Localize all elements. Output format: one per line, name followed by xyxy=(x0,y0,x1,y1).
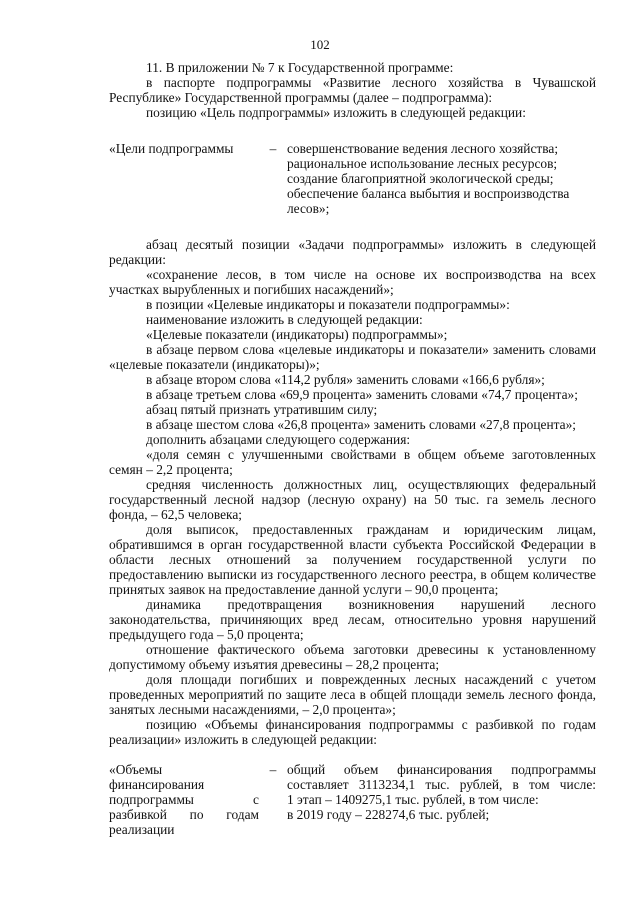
goals-list xyxy=(287,141,596,216)
paragraph: в абзаце втором слова «114,2 рубля» заменить словами «166,6 рубля»; xyxy=(146,372,545,387)
goal-item: рациональное использование лесных ресурсов; xyxy=(287,156,558,171)
funding-table xyxy=(109,762,596,837)
paragraph: абзац пятый признать утратившим силу; xyxy=(146,402,378,417)
paragraph: доля площади погибших и поврежденных лесных насаждений с учетом проведенных мероприятий по защите леса в общей площади земель лесного фонда, занятых лесными насаждениями, – 2,0 процента»; xyxy=(109,672,596,717)
paragraph: «сохранение лесов, в том числе на основе их воспроизводства на всех участках вырубленных и погибших насаждений»; xyxy=(109,267,596,297)
funding-label: «Объемы финансирования подпрограммы с разбивкой по годам реализации xyxy=(109,762,259,837)
funding-item: в 2019 году – 228274,6 тыс. рублей; xyxy=(287,807,490,822)
paragraph: в абзаце шестом слова «26,8 процента» заменить словами «27,8 процента»; xyxy=(146,417,577,432)
paragraph: отношение фактического объема заготовки древесины к установленному допустимому объему изъятия древесины – 28,2 процента; xyxy=(109,642,596,672)
goals-table xyxy=(109,141,596,216)
paragraph: средняя численность должностных лиц, осуществляющих федеральный государственный лесной надзор (лесную охрану) на 50 тыс. га земель лесного фонда, – 62,5 человека; xyxy=(109,477,596,522)
paragraph: динамика предотвращения возникновения нарушений лесного законодательства, причиняющих вред лесам, относительно уровня нарушений предыдущего года – 5,0 процента; xyxy=(109,597,596,642)
document-body xyxy=(109,60,596,837)
funding-dash: – xyxy=(269,762,277,777)
paragraph: позицию «Объемы финансирования подпрограммы с разбивкой по годам реализации» изложить в следующей редакции: xyxy=(109,717,596,747)
paragraph: «доля семян с улучшенными свойствами в общем объеме заготовленных семян – 2,2 процента; xyxy=(109,447,596,477)
funding-item: 1 этап – 1409275,1 тыс. рублей, в том числе: xyxy=(287,792,539,807)
paragraph: «Целевые показатели (индикаторы) подпрограммы»; xyxy=(146,327,448,342)
funding-list xyxy=(287,762,596,837)
paragraph: в позиции «Целевые индикаторы и показатели подпрограммы»: xyxy=(146,297,510,312)
paragraph-goal-position: позицию «Цель подпрограммы» изложить в следующей редакции: xyxy=(146,105,526,120)
paragraph: дополнить абзацами следующего содержания: xyxy=(146,432,411,447)
paragraph-item-11: 11. В приложении № 7 к Государственной программе: xyxy=(146,60,454,75)
paragraph-passport: в паспорте подпрограммы «Развитие лесного хозяйства в Чувашской Республике» Государственной программы (далее – подпрограмма): xyxy=(109,75,596,105)
paragraph: абзац десятый позиции «Задачи подпрограммы» изложить в следующей редакции: xyxy=(109,237,596,267)
paragraph: доля выписок, предоставленных гражданам и юридическим лицам, обратившимся в орган государственной власти субъекта Российской Федерации в области лесных отношений за получением государственной услуги по предоставлению выписки из государственного лесного реестра, в общем количестве принятых заявок на предоставление данной услуги – 90,0 процента; xyxy=(109,522,596,597)
goal-item: обеспечение баланса выбытия и воспроизводства лесов»; xyxy=(287,186,570,216)
paragraph: в абзаце первом слова «целевые индикаторы и показатели» заменить словами «целевые показатели (индикаторы)»; xyxy=(109,342,596,372)
paragraph: наименование изложить в следующей редакции: xyxy=(146,312,423,327)
goals-dash: – xyxy=(269,141,277,156)
goal-item: создание благоприятной экологической среды; xyxy=(287,171,554,186)
page-number: 102 xyxy=(310,37,330,52)
funding-item: общий объем финансирования подпрограммы составляет 3113234,1 тыс. рублей, в том числе: xyxy=(287,762,596,792)
paragraph: в абзаце третьем слова «69,9 процента» заменить словами «74,7 процента»; xyxy=(146,387,578,402)
goal-item: совершенствование ведения лесного хозяйства; xyxy=(287,141,559,156)
goals-label: «Цели подпрограммы xyxy=(109,141,234,156)
